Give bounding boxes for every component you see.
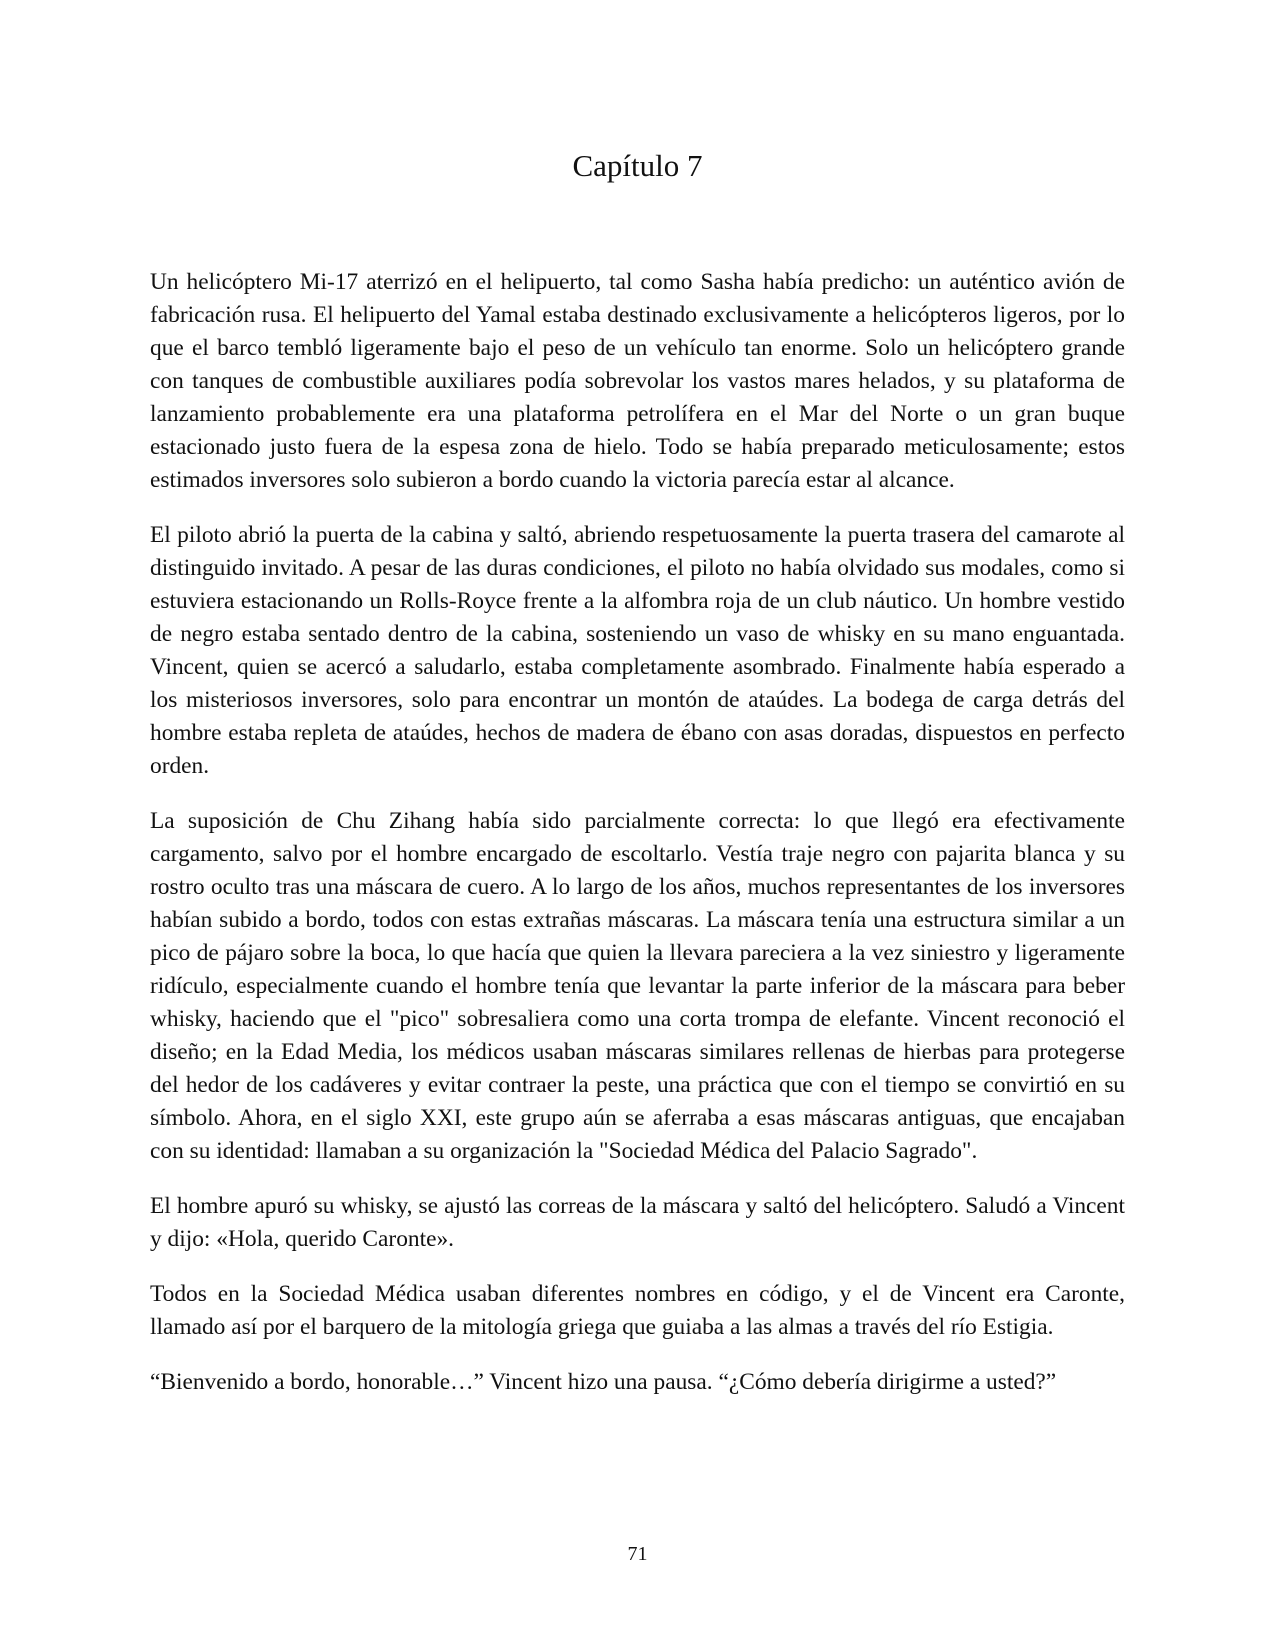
paragraph-5: Todos en la Sociedad Médica usaban diferentes nombres en código, y el de Vincent era Caronte, llamado así por el barquero de la mitología griega que guiaba a las almas a través del río Estigia. [150, 1281, 1125, 1340]
chapter-title: Capítulo 7 [572, 148, 703, 183]
paragraph-1: Un helicóptero Mi-17 aterrizó en el helipuerto, tal como Sasha había predicho: un auténtico avión de fabricación rusa. El helipuerto del Yamal estaba destinado exclusivamente a helicópteros ligeros, por lo que el barco tembló ligeramente bajo el peso de un vehículo tan enorme. Solo un helicóptero grande con tanques de combustible auxiliares podía sobrevolar los vastos mares helados, y su plataforma de lanzamiento probablemente era una plataforma petrolífera en el Mar del Norte o un gran buque estacionado justo fuera de la espesa zona de hielo. Todo se había preparado meticulosamente; estos estimados inversores solo subieron a bordo cuando la victoria parecía estar al alcance. [150, 269, 1125, 493]
chapter-body [150, 266, 1125, 1421]
paragraph-4: El hombre apuró su whisky, se ajustó las correas de la máscara y saltó del helicóptero. Saludó a Vincent y dijo: «Hola, querido Caronte». [150, 1193, 1125, 1252]
paragraph-3: La suposición de Chu Zihang había sido parcialmente correcta: lo que llegó era efectivamente cargamento, salvo por el hombre encargado de escoltarlo. Vestía traje negro con pajarita blanca y su rostro oculto tras una máscara de cuero. A lo largo de los años, muchos representantes de los inversores habían subido a bordo, todos con estas extrañas máscaras. La máscara tenía una estructura similar a un pico de pájaro sobre la boca, lo que hacía que quien la llevara pareciera a la vez siniestro y ligeramente ridículo, especialmente cuando el hombre tenía que levantar la parte inferior de la máscara para beber whisky, haciendo que el "pico" sobresaliera como una corta trompa de elefante. Vincent reconoció el diseño; en la Edad Media, los médicos usaban máscaras similares rellenas de hierbas para protegerse del hedor de los cadáveres y evitar contraer la peste, una práctica que con el tiempo se convirtió en su símbolo. Ahora, en el siglo XXI, este grupo aún se aferraba a esas máscaras antiguas, que encajaban con su identidad: llamaban a su organización la "Sociedad Médica del Palacio Sagrado". [150, 808, 1125, 1164]
page-number: 71 [627, 1543, 648, 1565]
paragraph-2: El piloto abrió la puerta de la cabina y saltó, abriendo respetuosamente la puerta trasera del camarote al distinguido invitado. A pesar de las duras condiciones, el piloto no había olvidado sus modales, como si estuviera estacionando un Rolls-Royce frente a la alfombra roja de un club náutico. Un hombre vestido de negro estaba sentado dentro de la cabina, sosteniendo un vaso de whisky en su mano enguantada. Vincent, quien se acercó a saludarlo, estaba completamente asombrado. Finalmente había esperado a los misteriosos inversores, solo para encontrar un montón de ataúdes. La bodega de carga detrás del hombre estaba repleta de ataúdes, hechos de madera de ébano con asas doradas, dispuestos en perfecto orden. [150, 522, 1125, 779]
paragraph-6: “Bienvenido a bordo, honorable…” Vincent hizo una pausa. “¿Cómo debería dirigirme a usted?” [150, 1369, 1057, 1395]
